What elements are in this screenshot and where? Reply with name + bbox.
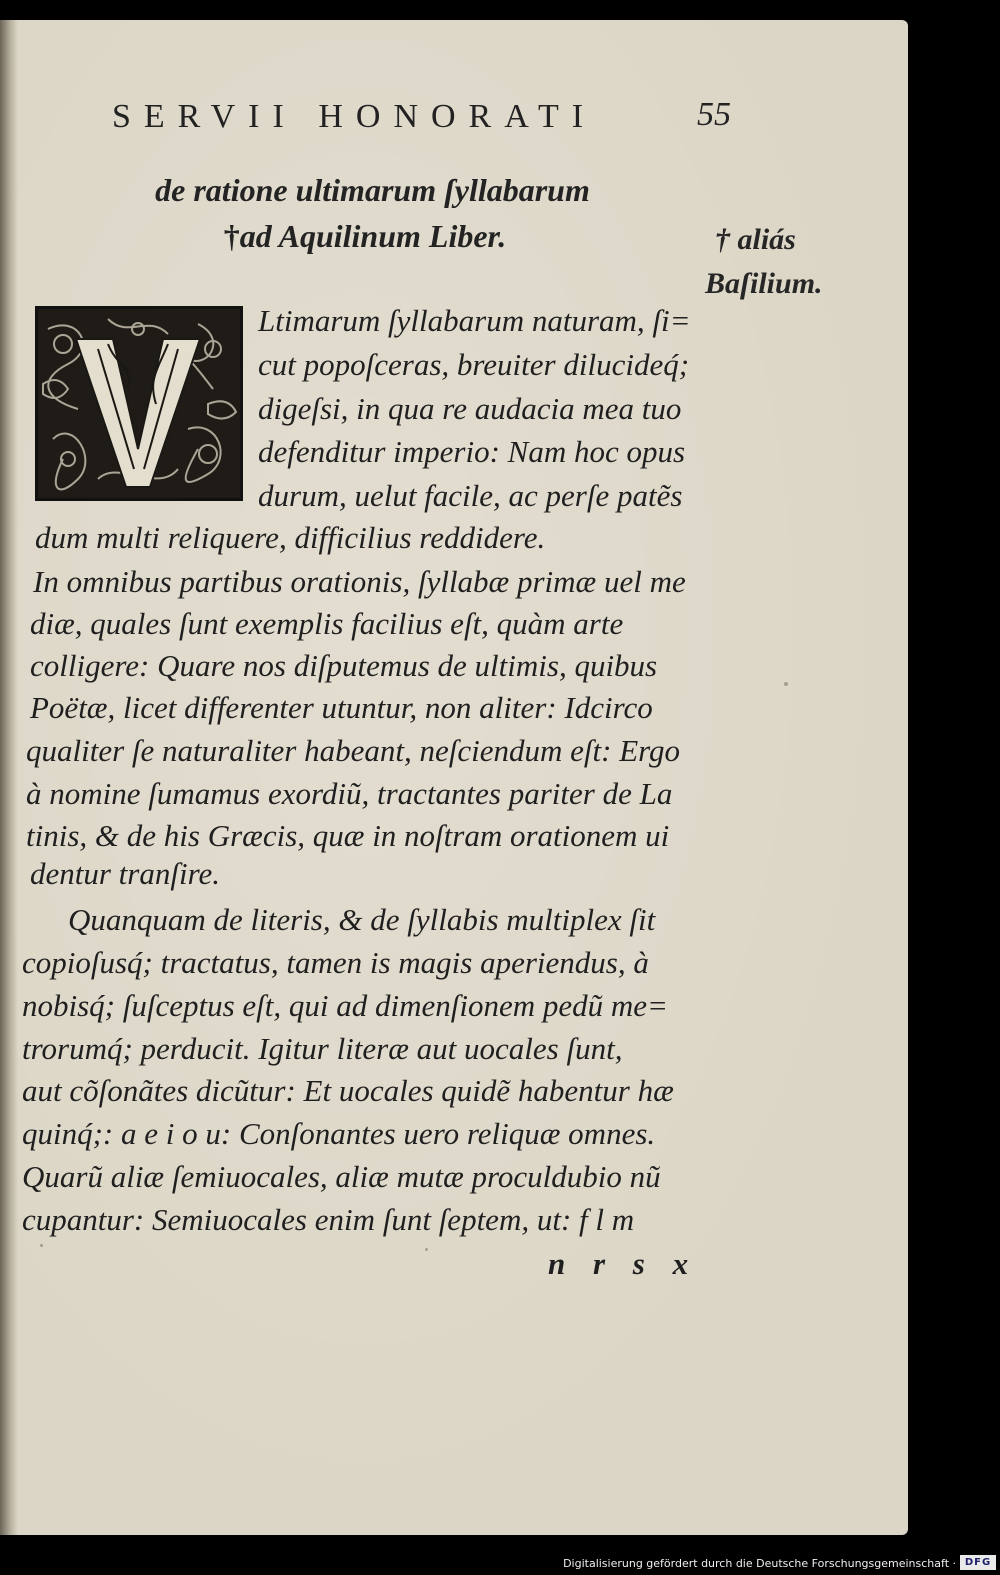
text-line: cut popoſceras, breuiter dilucideq́; (258, 347, 690, 382)
text-line: dentur tranſire. (30, 856, 221, 891)
text-line: nobisq́; ſuſceptus eſt, qui ad dimenſionem pedũ me= (22, 988, 668, 1023)
page-number: 55 (697, 96, 731, 133)
text-line: Quarũ aliæ ſemiuocales, aliæ mutæ proculdubio nũ (22, 1159, 661, 1194)
margin-note-line-2: Baſilium. (705, 267, 823, 300)
text-line: à nomine ſumamus exordiũ, tractantes pariter de La (26, 776, 673, 811)
text-line: quinq́;: a e i o u: Conſonantes uero reliquæ omnes. (22, 1116, 656, 1151)
text-line: trorumq́; perducit. Igitur literæ aut uocales ſunt, (22, 1031, 623, 1066)
running-head: SERVII HONORATI (112, 98, 597, 135)
text-line: In omnibus partibus orationis, ſyllabæ primæ uel me (33, 564, 686, 599)
text-line: Ltimarum ſyllabarum naturam, ſi= (258, 303, 691, 338)
digitization-footer (0, 1548, 1000, 1575)
text-line: tinis, & de his Græcis, quæ in noſtram orationem ui (26, 818, 670, 853)
text-line: defenditur imperio: Nam hoc opus (258, 434, 686, 469)
text-line: dum multi reliquere, difficilius reddidere. (35, 520, 546, 555)
dagger-mark: † (223, 218, 240, 254)
text-line: aut cõſonãtes dicũtur: Et uocales quidẽ habentur hæ (22, 1073, 674, 1108)
dfg-logo: DFG (960, 1555, 996, 1570)
paper-speck (40, 1244, 43, 1247)
text-line: copioſusq́; tractatus, tamen is magis aperiendus, à (22, 945, 649, 980)
footer-credit: Digitalisierung gefördert durch die Deutsche Forschungsgemeinschaft · (563, 1557, 956, 1570)
paper-speck (425, 1248, 428, 1251)
book-page (0, 20, 908, 1535)
title-line-1: de ratione ultimarum ſyllabarum (155, 172, 590, 208)
text-line: colligere: Quare nos diſputemus de ultimis, quibus (30, 648, 658, 683)
margin-note-line-1: † aliás (715, 223, 796, 256)
text-line: Poëtæ, licet differenter utuntur, non aliter: Idcirco (30, 690, 653, 725)
text-line: diæ, quales ſunt exemplis facilius eſt, quàm arte (30, 606, 624, 641)
text-line: n r s x (548, 1246, 699, 1281)
text-line: cupantur: Semiuocales enim ſunt ſeptem, ut: f l m (22, 1202, 635, 1237)
text-line: qualiter ſe naturaliter habeant, neſciendum eſt: Ergo (26, 733, 681, 768)
body-text (0, 20, 908, 1535)
text-line: durum, uelut facile, ac perſe patẽs (258, 478, 683, 513)
text-line: digeſsi, in qua re audacia mea tuo (258, 391, 682, 426)
title-line-2-text: ad Aquilinum Liber. (239, 218, 507, 254)
paper-speck (784, 682, 788, 686)
text-line: Quanquam de literis, & de ſyllabis multiplex ſit (68, 902, 656, 937)
